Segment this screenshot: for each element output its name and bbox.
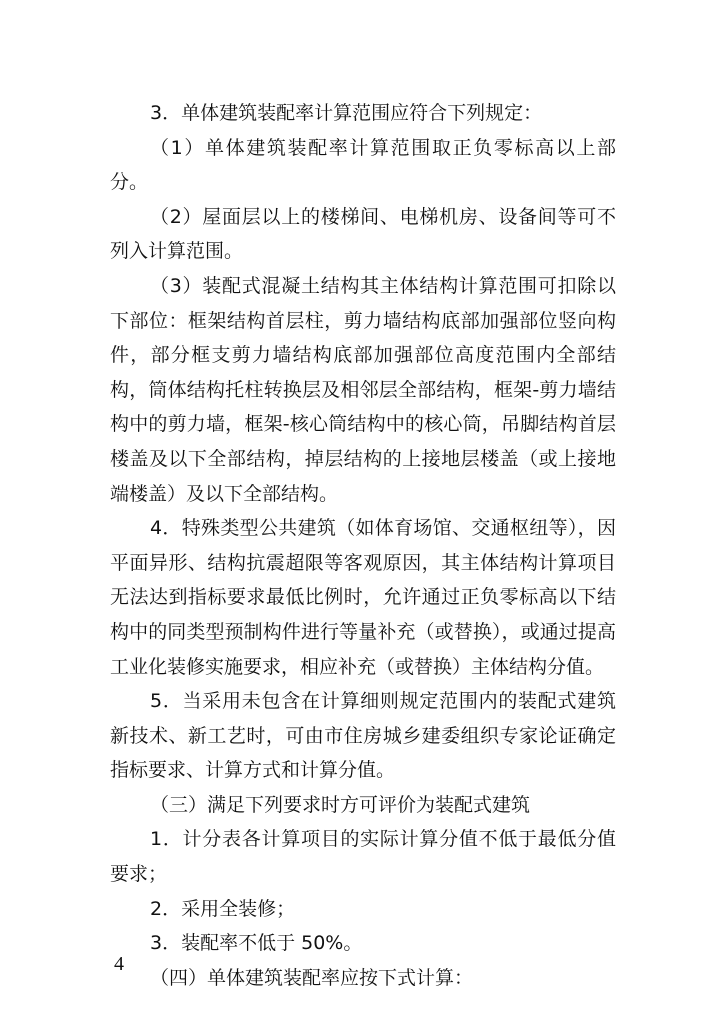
page-number: 4 — [114, 953, 124, 975]
paragraph-scope-rule: 3．单体建筑装配率计算范围应符合下列规定： — [150, 102, 543, 124]
document-body — [110, 96, 616, 995]
paragraph-requirement-2: 2．采用全装修； — [150, 897, 296, 920]
section-heading-evaluation: （三）满足下列要求时方可评价为装配式建筑 — [150, 793, 531, 816]
paragraph-requirement-1: 1．计分表各计算项目的实际计算分值不低于最低分值要求； — [110, 828, 616, 886]
paragraph-item-3: （3）装配式混凝土结构其主体结构计算范围可扣除以下部位：框架结构首层柱，剪力墙结构底部加强部位竖向构件，部分框支剪力墙结构底部加强部位高度范围内全部结构，筒体结构托柱转换层及相邻层全部结构，框架-剪力墙结构中的剪力墙，框架-核心筒结构中的核心筒，吊脚结构首层楼盖及以下全部结构，掉层结构的上接地层楼盖（或上接地端楼盖）及以下全部结构。 — [110, 274, 616, 505]
section-heading-formula: （四）单体建筑装配率应按下式计算： — [150, 966, 474, 989]
paragraph-requirement-3: 3．装配率不低于 50%。 — [150, 932, 363, 955]
paragraph-new-technology: 5．当采用未包含在计算细则规定范围内的装配式建筑新技术、新工艺时，可由市住房城乡建委组织专家论证确定指标要求、计算方式和计算分值。 — [110, 690, 616, 782]
paragraph-item-2: （2）屋面层以上的楼梯间、电梯机房、设备间等可不列入计算范围。 — [110, 205, 616, 263]
paragraph-special-buildings: 4．特殊类型公共建筑（如体育场馆、交通枢纽等），因平面异形、结构抗震超限等客观原因，其主体结构计算项目无法达到指标要求最低比例时，允许通过正负零标高以下结构中的同类型预制构件进行等量补充（或替换），或通过提高工业化装修实施要求，相应补充（或替换）主体结构分值。 — [110, 517, 616, 678]
paragraph-item-1: （1）单体建筑装配率计算范围取正负零标高以上部分。 — [110, 136, 616, 194]
